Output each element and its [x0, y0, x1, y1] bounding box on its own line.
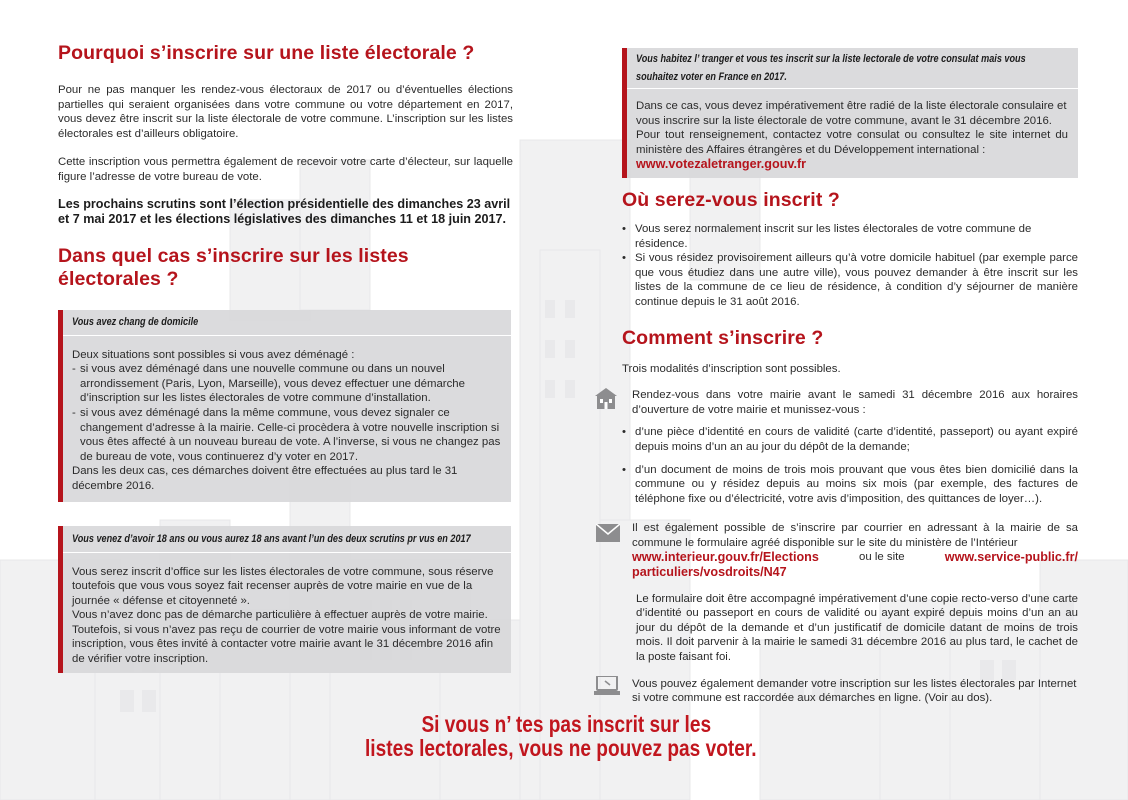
votezaletranger-link[interactable]: www.votezaletranger.gouv.fr: [636, 157, 807, 172]
town-hall-icon: [594, 386, 618, 410]
mairie-text: Rendez-vous dans votre mairie avant le samedi 31 décembre 2016 aux horaires d’ouverture de votre mairie et munissez-vous :: [632, 389, 1078, 416]
turning-18-paragraph-2: Vous n’avez donc pas de démarche particulière à effectuer auprès de votre mairie.: [72, 609, 488, 622]
moved-box: [58, 310, 511, 502]
moved-box-outro: Dans les deux cas, ces démarches doivent être effectuées au plus tard le 31 décembre 2016.: [72, 465, 458, 492]
moved-box-accent-bar: [58, 310, 63, 502]
moved-box-title: Vous avez chang de domicile: [72, 315, 199, 328]
abroad-box-title-line-2: souhaitez voter en France en 2017.: [636, 71, 787, 83]
turning-18-box: [58, 526, 511, 673]
interieur-link[interactable]: www.interieur.gouv.fr/Elections: [632, 550, 819, 565]
abroad-box-accent-bar: [622, 48, 627, 178]
mairie-list-item: • d’une pièce d’identité en cours de validité (carte d’identité, passeport) ou ayant expiré depuis moins d’un an au jour du dépôt de la demande;: [622, 425, 1078, 454]
turning-18-paragraph-1: Vous serez inscrit d’office sur les listes électorales de votre commune, sous réserve toutefois que vous vous soyez fait recenser auprès de votre mairie en vue de la journée « défense et citoyenneté ».: [72, 565, 494, 607]
abroad-box-separator: [622, 88, 1078, 89]
mail-links-line: [632, 550, 1078, 565]
slogan-line-1: Si vous n’ tes pas inscrit sur les: [421, 711, 712, 737]
abroad-paragraph-2: Pour tout renseignement, contactez votre consulat ou consultez le site internet du ministère des Affaires étrangères et du Développement international :: [636, 129, 1068, 156]
abroad-box: [622, 48, 1078, 178]
how-register-heading: Comment s’inscrire ?: [622, 326, 824, 349]
service-public-link-part-1[interactable]: www.service-public.fr/: [944, 550, 1078, 565]
how-register-intro: Trois modalités d’inscription sont possibles.: [622, 362, 841, 375]
moved-box-intro: Deux situations sont possibles si vous avez déménagé :: [72, 348, 355, 361]
mail-or-text: ou le site: [859, 551, 905, 564]
where-list: [622, 222, 1078, 310]
slogan-line-2: listes lectorales, vous ne pouvez pas voter.: [365, 735, 757, 761]
abroad-paragraph-1: Dans ce cas, vous devez impérativement être radié de la liste électorale consulaire et vous inscrire sur la liste électorale de votre commune, avant le 31 décembre 2016.: [636, 100, 1067, 127]
laptop-icon: [594, 676, 620, 696]
web-section: [622, 677, 1078, 706]
why-register-paragraph-1: Pour ne pas manquer les rendez-vous électoraux de 2017 ou d’éventuelles élections partielles qui seraient organisées dans votre commune ou votre département en 2017, vous devez être inscrit sur la liste électorale de votre commune. L’inscription sur les listes électorales est d’ailleurs obligatoire.: [58, 84, 513, 140]
why-register-heading: Pourquoi s’inscrire sur une liste électorale ?: [58, 42, 475, 64]
where-list-item: • Si vous résidez provisoirement ailleurs qu’à votre domicile habituel (par exemple parce que vous étudiez dans une autre ville), vous pouvez demander à être inscrit sur les listes de la commune de ce lieu de résidence, à condition d’y séjourner de manière continue depuis le 31 août 2016.: [622, 251, 1078, 309]
envelope-icon: [596, 524, 620, 542]
turning-18-box-accent-bar: [58, 526, 63, 673]
slogan: [365, 711, 757, 761]
mail-section: [622, 521, 1078, 664]
abroad-box-title-line-1: Vous habitez l’ tranger et vous tes inscrit sur la liste lectorale de votre consulat mais vous: [636, 53, 1026, 65]
why-register-paragraph-2: Cette inscription vous permettra également de recevoir votre carte d’électeur, sur laquelle figure l’adresse de votre bureau de vote.: [58, 156, 513, 183]
moved-box-item: - si vous avez déménagé dans une nouvelle commune ou dans un nouvel arrondissement (Paris, Lyon, Marseille), vous devez effectuer une démarche d’inscription sur les listes électorales de votre commune d’installation.: [72, 362, 501, 406]
upcoming-elections-text: Les prochains scrutins sont l’élection présidentielle des dimanches 23 avril et 7 mai 2017 et les élections législatives des dimanches 11 et 18 juin 2017.: [58, 196, 511, 226]
turning-18-box-title: Vous venez d’avoir 18 ans ou vous aurez 18 ans avant l’un des deux scrutins pr vus en 2017: [72, 532, 471, 545]
service-public-link-part-2[interactable]: particuliers/vosdroits/N47: [632, 565, 787, 580]
mail-text-body: Il est également possible de s’inscrire par courrier en adressant à la mairie de sa commune le formulaire agréé disponible sur le site du ministère de l’Intérieur: [632, 522, 1078, 549]
mairie-list-item: • d’un document de moins de trois mois prouvant que vous êtes bien domicilié dans la commune ou y résidez depuis au moins six mois (par exemple, des factures de téléphone fixe ou d’électricité, votre avis d’imposition, des quittances de loyer…).: [622, 463, 1078, 507]
mail-paragraph-2: Le formulaire doit être accompagné impérativement d’une copie recto-verso d’une carte d’identité ou passeport en cours de validité ou ayant expiré depuis moins d’un an au jour du dépôt de la demande et d’un justificatif de domicile datant de moins de trois mois. Il doit parvenir à la mairie le samedi 31 décembre 2016 au plus tard, le cachet de la poste faisant foi.: [636, 592, 1078, 664]
right-column: [622, 48, 1078, 706]
moved-box-separator: [58, 335, 511, 336]
turning-18-paragraph-3: Toutefois, si vous n’avez pas reçu de courrier de votre mairie vous informant de votre inscription, vous êtes invité à contacter votre mairie avant le 31 décembre 2016 afin de vérifier votre inscription.: [72, 623, 501, 666]
where-registered-heading: Où serez-vous inscrit ?: [622, 188, 840, 211]
mail-text: [632, 521, 1078, 550]
mairie-section: [622, 388, 1078, 506]
where-list-item: • Vous serez normalement inscrit sur les listes électorales de votre commune de résidence.: [622, 222, 1078, 251]
left-column: [58, 42, 513, 673]
turning-18-box-separator: [58, 552, 511, 553]
moved-box-item: - si vous avez déménagé dans la même commune, vous devez signaler ce changement d’adresse à la mairie. Celle-ci procèdera à votre nouvelle inscription si vous êtes affecté à un nouveau bureau de vote. A l’inverse, si vous ne changez pas de bureau de vote, vous continuerez d’y voter en 2017.: [72, 406, 501, 464]
when-register-heading: Dans quel cas s’inscrire sur les listes électorales ?: [58, 244, 409, 290]
web-text: Vous pouvez également demander votre inscription sur les listes électorales par Internet si votre commune est raccordée aux démarches en ligne. (Voir au dos).: [632, 677, 1077, 705]
